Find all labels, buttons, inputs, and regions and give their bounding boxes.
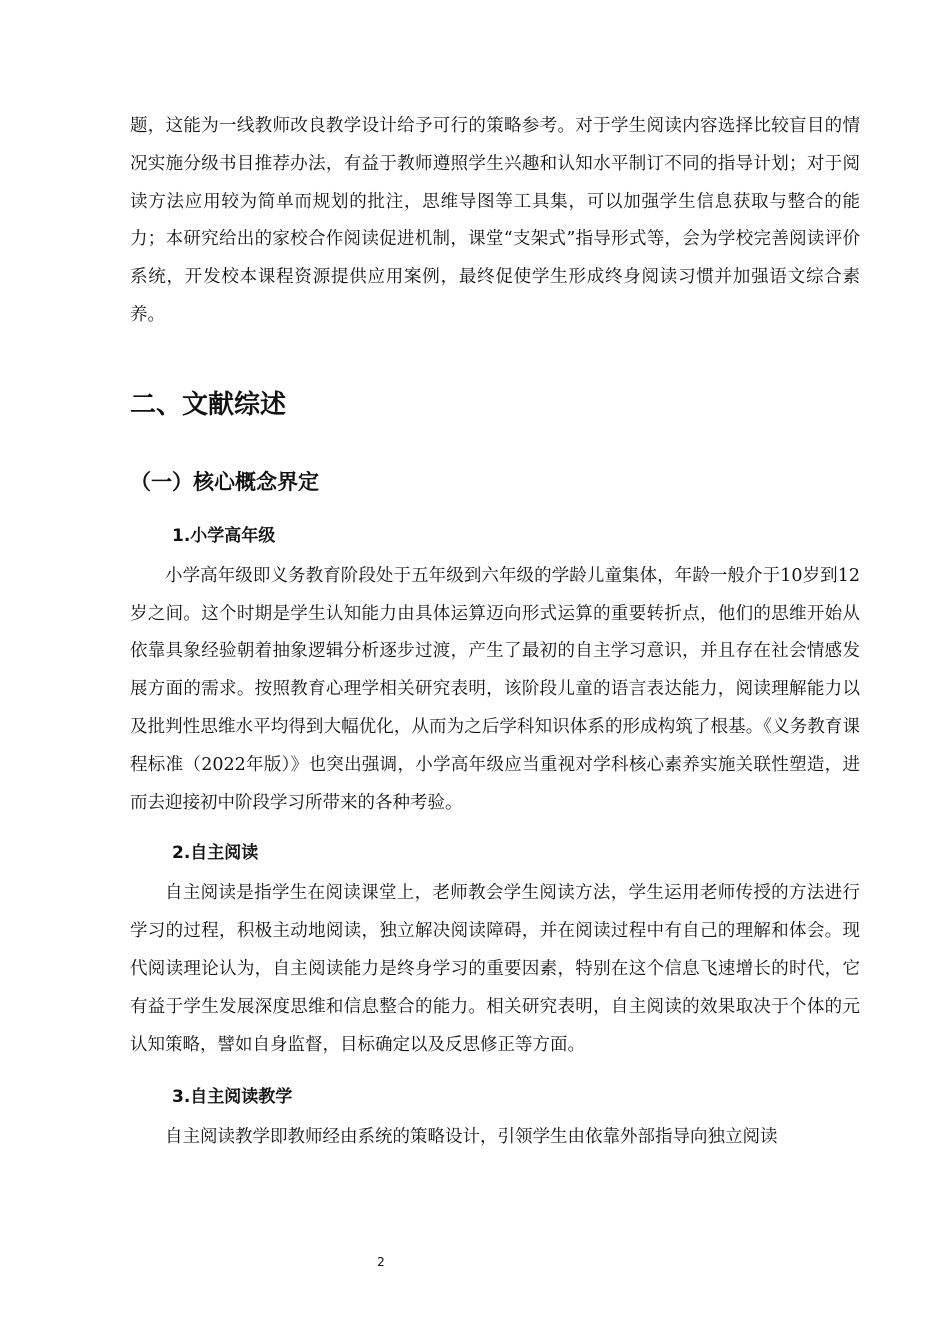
item-paragraph-3: 自主阅读教学即教师经由系统的策略设计，引领学生由依靠外部指导向独立阅读: [165, 1127, 778, 1148]
section-title: 二、文献综述: [130, 389, 287, 420]
page-number: 2: [377, 1255, 385, 1269]
item-heading-2: 2.自主阅读: [172, 843, 259, 864]
subsection-title: （一）核心概念界定: [130, 469, 319, 494]
item-heading-1: 1.小学高年级: [172, 525, 276, 546]
item-paragraph-1: 小学高年级即义务教育阶段处于五年级到六年级的学龄儿童集体，年龄一般介于10岁到12岁之间。这个时期是学生认知能力由具体运算迈向形式运算的重要转折点，他们的思维开始从依靠具象经验朝着抽象逻辑分析逐步过渡，产生了最初的自主学习意识，并且存在社会情感发展方面的需求。按照教育心理学相关研究表明，该阶段儿童的语言表达能力，阅读理解能力以及批判性思维水平均得到大幅优化，从而为之后学科知识体系的形成构筑了根基。《义务教育课程标准（2022年版）》也突出强调，小学高年级应当重视对学科核心素养实施关联性塑造，进而去迎接初中阶段学习所带来的各种考验。: [130, 565, 860, 813]
item-paragraph-2: 自主阅读是指学生在阅读课堂上，老师教会学生阅读方法，学生运用老师传授的方法进行学习的过程，积极主动地阅读，独立解决阅读障碍，并在阅读过程中有自己的理解和体会。现代阅读理论认为，自主阅读能力是终身学习的重要因素，特别在这个信息飞速增长的时代，它有益于学生发展深度思维和信息整合的能力。相关研究表明，自主阅读的效果取决于个体的元认知策略，譬如自身监督，目标确定以及反思修正等方面。: [130, 883, 860, 1055]
intro-paragraph: 题，这能为一线教师改良教学设计给予可行的策略参考。对于学生阅读内容选择比较盲目的情况实施分级书目推荐办法，有益于教师遵照学生兴趣和认知水平制订不同的指导计划；对于阅读方法应用较为简单而规划的批注，思维导图等工具集，可以加强学生信息获取与整合的能力；本研究给出的家校合作阅读促进机制，课堂“支架式”指导形式等，会为学校完善阅读评价系统，开发校本课程资源提供应用案例，最终促使学生形成终身阅读习惯并加强语文综合素养。: [130, 116, 860, 325]
page-content: [130, 108, 860, 1157]
item-heading-3: 3.自主阅读教学: [172, 1087, 293, 1108]
